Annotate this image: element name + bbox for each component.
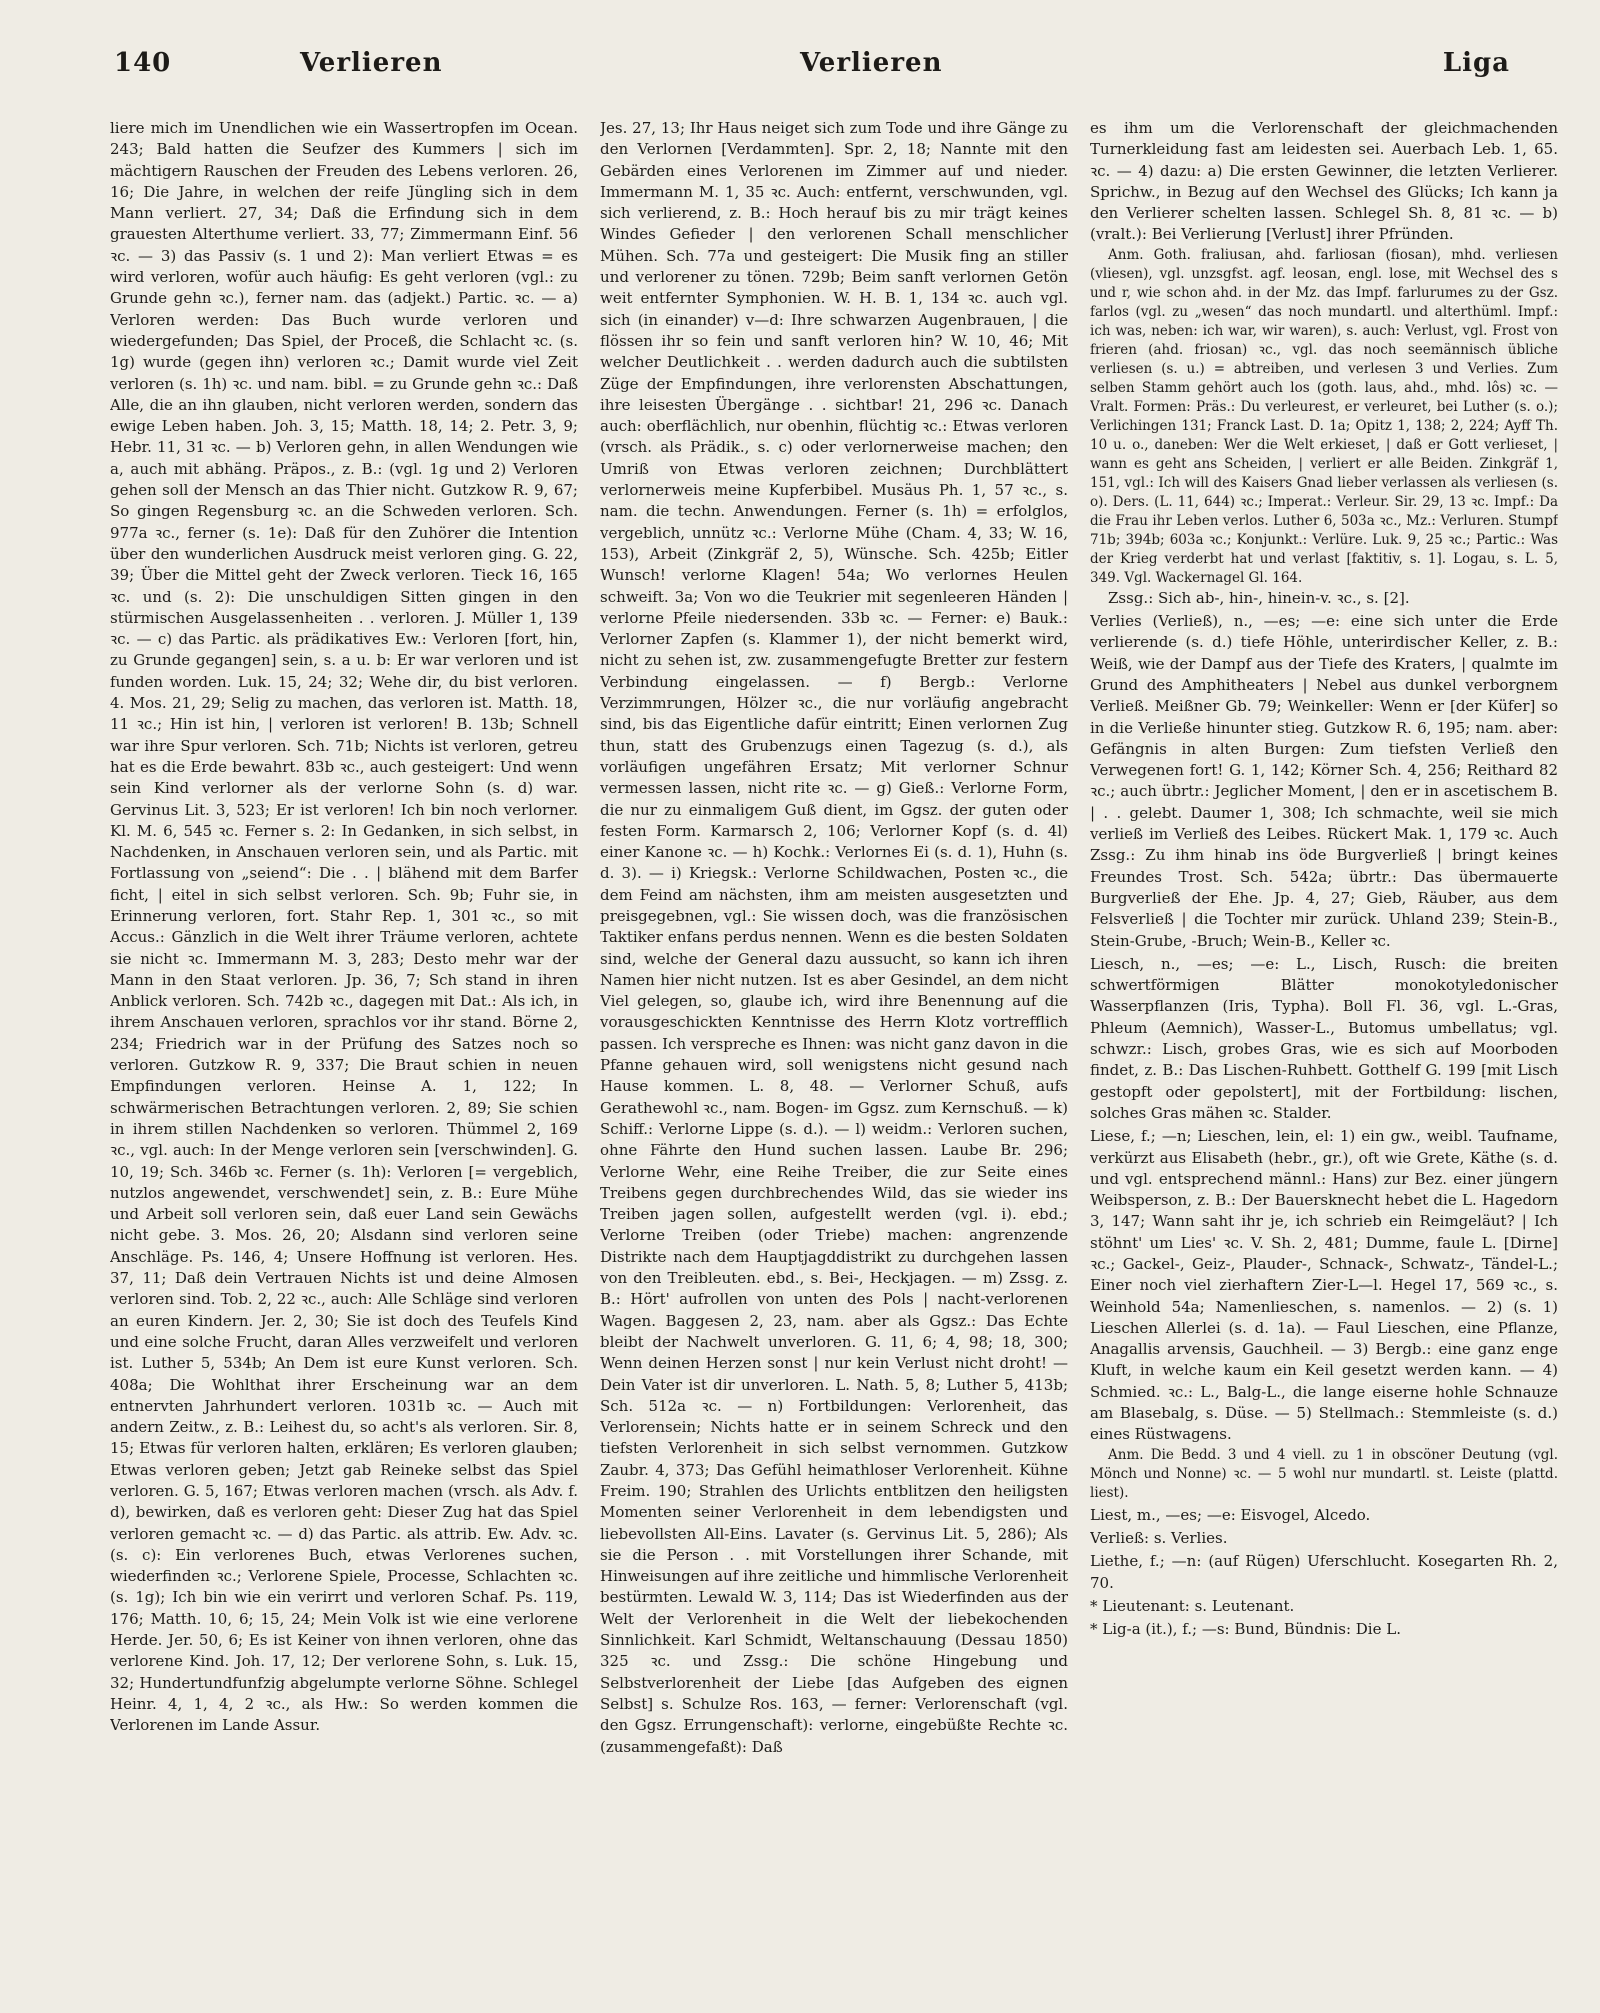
column-right [1090,118,1558,1978]
paragraph: Jes. 27, 13; Ihr Haus neiget sich zum Tode und ihre Gänge zu den Verlornen [Verdammten]. Spr. 2, 18; Nannte mit den Gebärden eines Verlorenen im Zimmer auf und nieder. Immermann M. 1, 35 ꝛc. Auch: entfernt, verschwunden, vgl. sich verlierend, z. B.: Hoch herauf bis zu mir trägt keines Windes Gefieder | den verlorenen Schall menschlicher Mühen. Sch. 77a und gesteigert: Die Musik fing an stiller und verlorener zu tönen. 729b; Beim sanft verlornen Getön weit entfernter Symphonien. W. H. B. 1, 134 ꝛc. auch vgl. sich (in einander) v—d: Ihre schwarzen Augenbrauen, | die flössen ihr so fein und sanft verloren hin? W. 10, 46; Mit welcher Deutlichkeit . . werden dadurch auch die subtilsten Züge der Empfindungen, ihre verlorensten Abschattungen, ihre leisesten Übergänge . . sichtbar! 21, 296 ꝛc. Danach auch: oberflächlich, nur obenhin, flüchtig ꝛc.: Etwas verloren (vrsch. als Prädik., s. c) oder verlornerweise machen; den Umriß von Etwas verloren zeichnen; Durchblättert verlornerweis meine Kupferbibel. Musäus Ph. 1, 57 ꝛc., s. nam. die techn. Anwendungen. Ferner (s. 1h) = erfolglos, vergeblich, unnütz ꝛc.: Verlorne Mühe (Cham. 4, 33; W. 16, 153), Arbeit (Zinkgräf 2, 5), Wünsche. Sch. 425b; Eitler Wunsch! verlorne Klagen! 54a; Wo verlornes Heulen schweift. 3a; Von wo die Teukrier mit segenleeren Händen | verlorne Pfeile niedersenden. 33b ꝛc. — Ferner: e) Bauk.: Verlorner Zapfen (s. Klammer 1), der nicht bemerkt wird, nicht zu sehen ist, zw. zusammengefugte Bretter zur festern Verbindung eingelassen. — f) Bergb.: Verlorne Verzimmrungen, Hölzer ꝛc., die nur vorläufig angebracht sind, bis das Eigentliche dafür eintritt; Einen verlornen Zug thun, statt des Grubenzugs einen Tagezug (s. d.), als vorläufigen ungefähren Ersatz; Mit verlorner Schnur vermessen lassen, nicht rite ꝛc. — g) Gieß.: Verlorne Form, die nur zu einmaligem Guß dient, im Ggsz. der guten oder festen Form. Karmarsch 2, 106; Verlorner Kopf (s. d. 4l) einer Kanone ꝛc. — h) Kochk.: Verlornes Ei (s. d. 1), Huhn (s. d. 3). — i) Kriegsk.: Verlorne Schildwachen, Posten ꝛc., die dem Feind am nächsten, ihm am meisten ausgesetzten und preisgegebnen, vgl.: Sie wissen doch, was die französischen Taktiker enfans perdus nennen. Wenn es die besten Soldaten sind, welche der General dazu aussucht, so kann ich ihren Namen hier nicht nutzen. Ist es aber Gesindel, an dem nicht Viel gelegen, so, glaube ich, wird ihre Benennung auf die vorausgeschickten Kenntnisse des Herrn Klotz vortrefflich passen. Ich verspreche es Ihnen: was nicht ganz davon in die Pfanne gehauen wird, soll wenigstens nicht gesund nach Hause kommen. L. 8, 48. — Verlorner Schuß, aufs Gerathewohl ꝛc., nam. Bogen- im Ggsz. zum Kernschuß. — k) Schiff.: Verlorne Lippe (s. d.). — l) weidm.: Verloren suchen, ohne Fährte den Hund suchen lassen. Laube Br. 296; Verlorne Wehr, eine Reihe Treiber, die zur Seite eines Treibens gegen durchbrechendes Wild, das sie wieder ins Treiben jagen sollen, aufgestellt werden (vgl. i). ebd.; Verlorne Treiben (oder Triebe) machen: angrenzende Distrikte nach dem Hauptjagddistrikt zu durchgehen lassen von den Treibleuten. ebd., s. Bei-, Heckjagen. — m) Zssg. z. B.: Hört' aufrollen von unten des Pols | nacht-verlorenen Wagen. Baggesen 2, 23, nam. aber als Ggsz.: Das Echte bleibt der Nachwelt unverloren. G. 11, 6; 4, 98; 18, 300; Wenn deinen Herzen sonst | nur kein Verlust nicht droht! — Dein Vater ist dir unverloren. L. Nath. 5, 8; Luther 5, 413b; Sch. 512a ꝛc. — n) Fortbildungen: Verlorenheit, das Verlorensein; Nichts hatte er in seinem Schreck und den tiefsten Verlorenheit in sich selbst vernommen. Gutzkow Zaubr. 4, 373; Das Gefühl heimathloser Verlorenheit. Kühne Freim. 190; Strahlen des Urlichts entblitzen den heiligsten Momenten seiner Verlorenheit in dem lebendigsten und liebevollsten All-Eins. Lavater (s. Gervinus Lit. 5, 286); Als sie die Person . . mit Vorstellungen ihrer Schande, mit Hinweisungen auf ihre zeitliche und himmlische Verlorenheit bestürmten. Lewald W. 3, 114; Das ist Wiederfinden aus der Welt der Verlorenheit in die Welt der liebekochenden Sinnlichkeit. Karl Schmidt, Weltanschauung (Dessau 1850) 325 ꝛc. und Zssg.: Die schöne Hingebung und Selbstverlorenheit der Liebe [das Aufgeben des eignen Selbst] s. Schulze Ros. 163, — ferner: Verlorenschaft (vgl. den Ggsz. Errungenschaft): verlorne, eingebüßte Rechte ꝛc. (zusammengefaßt): Daß [600,119,1068,1756]
entry-verliess: Verließ: s. Verlies. [1090,1528,1228,1547]
text-columns [110,118,1560,1978]
page-number: 140 [114,48,172,78]
paragraph: liere mich im Unendlichen wie ein Wassertropfen im Ocean. 243; Bald hatten die Seufzer des Kummers | sich im mächtigern Rauschen der Freuden des Lebens verloren. 26, 16; Die Jahre, in welchen der reife Jüngling sich in dem Mann verliert. 27, 34; Daß die Erfindung sich in dem grauesten Alterthume verliert. 33, 77; Zimmermann Einf. 56 ꝛc. — 3) das Passiv (s. 1 und 2): Man verliert Etwas = es wird verloren, wofür auch häufig: Es geht verloren (vgl.: zu Grunde gehn ꝛc.), ferner nam. das (adjekt.) Partic. ꝛc. — a) Verloren werden: Das Buch wurde verloren und wiedergefunden; Das Spiel, der Proceß, die Schlacht ꝛc. (s. 1g) wurde (gegen ihn) verloren ꝛc.; Damit wurde viel Zeit verloren (s. 1h) ꝛc. und nam. bibl. = zu Grunde gehn ꝛc.: Daß Alle, die an ihn glauben, nicht verloren werden, sondern das ewige Leben haben. Joh. 3, 15; Matth. 18, 14; 2. Petr. 3, 9; Hebr. 11, 31 ꝛc. — b) Verloren gehn, in allen Wendungen wie a, auch mit abhäng. Präpos., z. B.: (vgl. 1g und 2) Verloren gehen soll der Mensch an das Thier nicht. Gutzkow R. 9, 67; So gingen Regensburg ꝛc. an die Schweden verloren. Sch. 977a ꝛc., ferner (s. 1e): Daß für den Zuhörer die Intention über den wunderlichen Ausdruck meist verloren ging. G. 22, 39; Über die Mittel geht der Zweck verloren. Tieck 16, 165 ꝛc. und (s. 2): Die unschuldigen Sitten gingen in den stürmischen Ausgelassenheiten . . verloren. J. Müller 1, 139 ꝛc. — c) das Partic. als prädikatives Ew.: Verloren [fort, hin, zu Grunde gegangen] sein, s. a u. b: Er war verloren und ist funden worden. Luk. 15, 24; 32; Wehe dir, du bist verloren. 4. Mos. 21, 29; Selig zu machen, das verloren ist. Matth. 18, 11 ꝛc.; Hin ist hin, | verloren ist verloren! B. 13b; Schnell war ihre Spur verloren. Sch. 71b; Nichts ist verloren, getreu hat es die Erde bewahrt. 83b ꝛc., auch gesteigert: Und wenn sein Kind verlorner als der verlorne Sohn (s. d) war. Gervinus Lit. 3, 523; Er ist verloren! Ich bin noch verlorner. Kl. M. 6, 545 ꝛc. Ferner s. 2: In Gedanken, in sich selbst, in Nachdenken, in Anschauen verloren sein, und als Partic. mit Fortlassung von „seiend“: Die . . | blähend mit dem Barfer ficht, | eitel in sich selbst verloren. Sch. 9b; Fuhr sie, in Erinnerung verloren, fort. Stahr Rep. 1, 301 ꝛc., so mit Accus.: Gänzlich in die Welt ihrer Träume verloren, achtete sie nicht ꝛc. Immermann M. 3, 283; Desto mehr war der Mann in den Staat verloren. Jp. 36, 7; Sch stand in ihren Anblick verloren. Sch. 742b ꝛc., dagegen mit Dat.: Als ich, in ihrem Anschauen verloren, sprachlos vor ihr stand. Börne 2, 234; Friedrich war in der Prüfung des Satzes noch so verloren. Gutzkow R. 9, 337; Die Braut schien in neuen Empfindungen verloren. Heinse A. 1, 122; In schwärmerischen Betrachtungen verloren. 2, 89; Sie schien in ihrem stillen Nachdenken so verloren. Thümmel 2, 169 ꝛc., vgl. auch: In der Menge verloren sein [verschwinden]. G. 10, 19; Sch. 346b ꝛc. Ferner (s. 1h): Verloren [= vergeblich, nutzlos angewendet, verschwendet] sein, z. B.: Eure Mühe und Arbeit soll verloren sein, daß euer Land sein Gewächs nicht gebe. 3. Mos. 26, 20; Alsdann sind verloren seine Anschläge. Ps. 146, 4; Unsere Hoffnung ist verloren. Hes. 37, 11; Daß dein Vertrauen Nichts ist und deine Almosen verloren sind. Tob. 2, 22 ꝛc., auch: Alle Schläge sind verloren an euren Kindern. Jer. 2, 30; Sie ist doch des Teufels Kind und eine solche Frucht, daran Alles verzweifelt und verloren ist. Luther 5, 534b; An Dem ist eure Kunst verloren. Sch. 408a; Die Wohlthat ihrer Erscheinung war an dem entnervten Jahrhundert verloren. 1031b ꝛc. — Auch mit andern Zeitw., z. B.: Leihest du, so acht's als verloren. Sir. 8, 15; Etwas für verloren halten, erklären; Es verloren glauben; Etwas verloren geben; Jetzt gab Reineke selbst das Spiel verloren. G. 5, 167; Etwas verloren machen (vrsch. als Adv. f. d), bewirken, daß es verloren geht: Dieser Zug hat das Spiel verloren gemacht ꝛc. — d) das Partic. als attrib. Ew. Adv. ꝛc. (s. c): Ein verlorenes Buch, etwas Verlorenes suchen, wiederfinden ꝛc.; Verlorene Spiele, Processe, Schlachten ꝛc. (s. 1g); Ich bin wie ein verirrt und verloren Schaf. Ps. 119, 176; Matth. 10, 6; 15, 24; Mein Volk ist wie eine verlorene Herde. Jer. 50, 6; Es ist Keiner von ihnen verloren, ohne das verlorene Kind. Joh. 17, 12; Der verlorene Sohn, s. Luk. 15, 32; Hundertundfunfzig abgelumpte verlorne Söhne. Schlegel Heinr. 4, 1, 4, 2 ꝛc., als Hw.: So werden kommen die Verlorenen im Lande Assur. [110,119,578,1735]
entry-liese-note: Anm. Die Bedd. 3 und 4 viell. zu 1 in obscöner Deutung (vgl. Mönch und Nonne) ꝛc. — 5 wohl nur mundartl. st. Leiste (plattd. liest). [1090,1446,1558,1501]
running-head-center: Verlieren [800,48,943,78]
running-head-right: Liga [1442,48,1510,78]
running-head-left: Verlieren [300,48,443,78]
entry-liesch: Liesch, n., —es; —e: L., Lisch, Rusch: die breiten schwertförmigen Blätter monokotyledonischer Wasserpflanzen (Iris, Typha). Boll Fl. 36, vgl. L.-Gras, Phleum (Aemnich), Wasser-L., Butomus umbellatus; vgl. schwzr.: Lisch, grobes Gras, wie es sich auf Moorboden findet, z. B.: Das Lischen-Ruhbett. Gotthelf G. 199 [mit Lisch gestopft oder gepolstert], mit der Fortbildung: lischen, solches Gras mähen ꝛc. Stalder. [1090,954,1558,1122]
entry-liethe: Liethe, f.; —n: (auf Rügen) Uferschlucht. Kosegarten Rh. 2, 70. [1090,1552,1558,1592]
column-middle [600,118,1068,1978]
entry-liga: * Lig-a (it.), f.; —s: Bund, Bündnis: Die L. [1090,1620,1401,1639]
column-left [110,118,578,1978]
paragraph: es ihm um die Verlorenschaft der gleichmachenden Turnerkleidung fast am leidesten sei. Auerbach Leb. 1, 65. ꝛc. — 4) dazu: a) Die ersten Gewinner, die letzten Verlierer. Sprichw., in Bezug auf den Wechsel des Glücks; Ich kann ja den Verlierer schelten lassen. Schlegel Sh. 8, 81 ꝛc. — b) (vralt.): Bei Verlierung [Verlust] ihrer Pfründen. [1090,119,1558,244]
etymology-note: Anm. Goth. fraliusan, ahd. farliosan (fiosan), mhd. verliesen (vliesen), vgl. unzsgfst. agf. leosan, engl. lose, mit Wechsel des s und r, wie schon ahd. in der Mz. das Impf. farlurumes zu der Gsz. farlos (vgl. zu „wesen“ das noch mundartl. und alterthüml. Impf.: ich was, neben: ich war, wir waren), s. auch: Verlust, vgl. Frost von frieren (ahd. friosan) ꝛc., vgl. das noch seemännisch übliche verliesen (s. u.) = abtreiben, und verlesen 3 und Verlies. Zum selben Stamm gehört auch los (goth. laus, ahd., mhd. lôs) ꝛc. — Vralt. Formen: Präs.: Du verleurest, er verleuret, bei Luther (s. o.); Verlichingen 131; Franck Last. D. 1a; Opitz 1, 138; 2, 224; Ayff Th. 10 u. o., daneben: Wer die Welt erkieset, | daß er Gott verlieset, | wann es geht ans Scheiden, | verliert er alle Beiden. Zinkgräf 1, 151, vgl.: Ich will des Kaisers Gnad lieber verlassen als verliesen (s. o). Ders. (L. 11, 644) ꝛc.; Imperat.: Verleur. Sir. 29, 13 ꝛc. Impf.: Da die Frau ihr Leben verlos. Luther 6, 503a ꝛc., Mz.: Verluren. Stumpf 71b; 394b; 603a ꝛc.; Konjunkt.: Verlüre. Luk. 9, 25 ꝛc.; Partic.: Was der Krieg verderbt hat und verlast [faktitiv, s. 1]. Logau, s. L. 5, 349. Vgl. Wackernagel Gl. 164. [1090,246,1558,586]
entry-liest: Liest, m., —es; —e: Eisvogel, Alcedo. [1090,1505,1371,1524]
page-header [100,30,1560,90]
compound-line: Zssg.: Sich ab-, hin-, hinein-v. ꝛc., s. [2]. [1108,588,1410,607]
entry-liese: Liese, f.; —n; Lieschen, lein, el: 1) ein gw., weibl. Taufname, verkürzt aus Elisabeth (hebr., gr.), oft wie Grete, Käthe (s. d. und vgl. entsprechend männl.: Hans) zur Bez. einer jüngern Weibsperson, z. B.: Der Bauersknecht hebet die L. Hagedorn 3, 147; Wann saht ihr je, ich schrieb ein Reimgeläut? | Ich stöhnt' um Lies' ꝛc. V. Sh. 2, 481; Dumme, faule L. [Dirne] ꝛc.; Gackel-, Geiz-, Plauder-, Schnack-, Schwatz-, Tändel-L.; Einer noch viel zierhaftern Zier-L—l. Hegel 17, 569 ꝛc., s. Weinhold 54a; Namenlieschen, s. namenlos. — 2) (s. 1) Lieschen Allerlei (s. d. 1a). — Faul Lieschen, eine Pflanze, Anagallis arvensis, Gauchheil. — 3) Bergb.: eine ganz enge Kluft, in welche kaum ein Keil gesetzt werden kann. — 4) Schmied. ꝛc.: L., Balg-L., die lange eiserne hohle Schnauze am Blasebalg, s. Düse. — 5) Stellmach.: Stemmleiste (s. d.) eines Rüstwagens. [1090,1127,1558,1444]
entry-verlies: Verlies (Verließ), n., —es; —e: eine sich unter die Erde verlierende (s. d.) tiefe Höhle, unterirdischer Keller, z. B.: Weiß, wie der Dampf aus der Tiefe des Kraters, | qualmte im Grund des Amphitheaters | Nebel aus dunkel verborgnem Verließ. Meißner Gb. 79; Weinkeller: Wenn er [der Küfer] so in die Verließe hinunter stieg. Gutzkow R. 6, 195; nam. aber: Gefängnis in alten Burgen: Zum tiefsten Verließ den Verwegenen fort! G. 1, 142; Körner Sch. 4, 256; Reithard 82 ꝛc.; auch übrtr.: Jeglicher Moment, | den er in ascetischem B. | . . gelebt. Daumer 1, 308; Ich schmachte, weil sie mich verließ im Verließ des Leibes. Rückert Mak. 1, 179 ꝛc. Auch Zssg.: Zu ihm hinab ins öde Burgverließ | bringt keines Freundes Trost. Sch. 542a; übrtr.: Das übermauerte Burgverließ der Ehe. Jp. 4, 27; Gieb, Räuber, aus dem Felsverließ | die Tochter mir zurück. Uhland 239; Stein-B., Stein-Grube, -Bruch; Wein-B., Keller ꝛc. [1090,612,1558,950]
entry-lieutenant: * Lieutenant: s. Leutenant. [1090,1596,1295,1615]
